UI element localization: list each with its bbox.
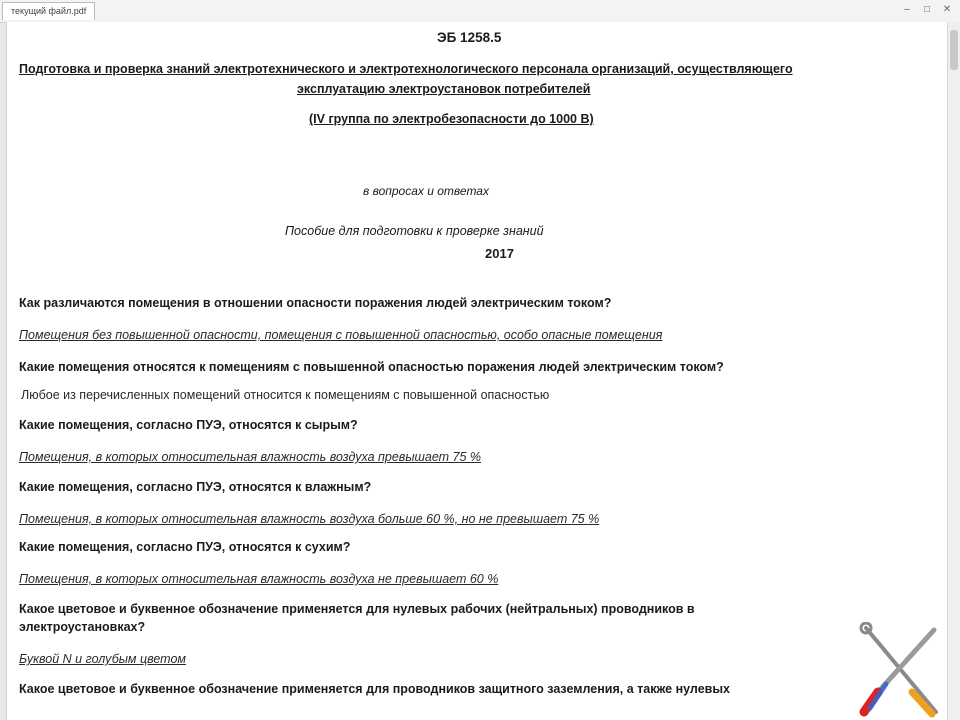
question-6-line2: электроустановках? (19, 620, 146, 634)
answer-2: Любое из перечисленных помещений относится к помещениям с повышенной опасностью (21, 388, 550, 402)
question-5: Какие помещения, согласно ПУЭ, относятся к сухим? (19, 540, 351, 554)
doc-year: 2017 (485, 246, 514, 261)
close-icon[interactable]: ✕ (942, 4, 952, 15)
doc-title-line1: Подготовка и проверка знаний электротехнического и электротехнологического персонала организаций, осуществляющего (19, 62, 793, 76)
doc-subtitle: в вопросах и ответах (363, 184, 489, 198)
answer-4: Помещения, в которых относительная влажность воздуха больше 60 %, но не превышает 75 % (19, 512, 600, 526)
question-6-line1: Какое цветовое и буквенное обозначение применяется для нулевых рабочих (нейтральных) проводников в (19, 602, 695, 616)
answer-5: Помещения, в которых относительная влажность воздуха не превышает 60 % (19, 572, 499, 586)
answer-1: Помещения без повышенной опасности, помещения с повышенной опасностью, особо опасные помещения (19, 328, 663, 342)
answer-6: Буквой N и голубым цветом (19, 652, 186, 666)
question-2: Какие помещения относятся к помещениям с повышенной опасностью поражения людей электрическим током? (19, 360, 724, 374)
doc-title-line2: эксплуатацию электроустановок потребителей (297, 82, 591, 96)
doc-group: (IV группа по электробезопасности до 1000 В) (309, 112, 594, 126)
minimize-icon[interactable]: – (904, 4, 910, 15)
tools-watermark-icon (856, 622, 946, 718)
question-3: Какие помещения, согласно ПУЭ, относятся к сырым? (19, 418, 358, 432)
question-4: Какие помещения, согласно ПУЭ, относятся к влажным? (19, 480, 372, 494)
doc-code: ЭБ 1258.5 (437, 30, 502, 45)
question-7: Какое цветовое и буквенное обозначение применяется для проводников защитного заземления, а также нулевых (19, 682, 730, 696)
document-tab[interactable]: текущий файл.pdf (2, 2, 95, 20)
maximize-icon[interactable]: □ (923, 4, 931, 15)
document-page (6, 22, 948, 720)
window-titlebar (0, 0, 960, 23)
vertical-scrollbar[interactable] (947, 22, 960, 720)
answer-3: Помещения, в которых относительная влажность воздуха превышает 75 % (19, 450, 482, 464)
window-controls (900, 3, 954, 17)
doc-manual: Пособие для подготовки к проверке знаний (285, 224, 544, 238)
scrollbar-thumb[interactable] (950, 30, 958, 70)
question-1: Как различаются помещения в отношении опасности поражения людей электрическим током? (19, 296, 612, 310)
